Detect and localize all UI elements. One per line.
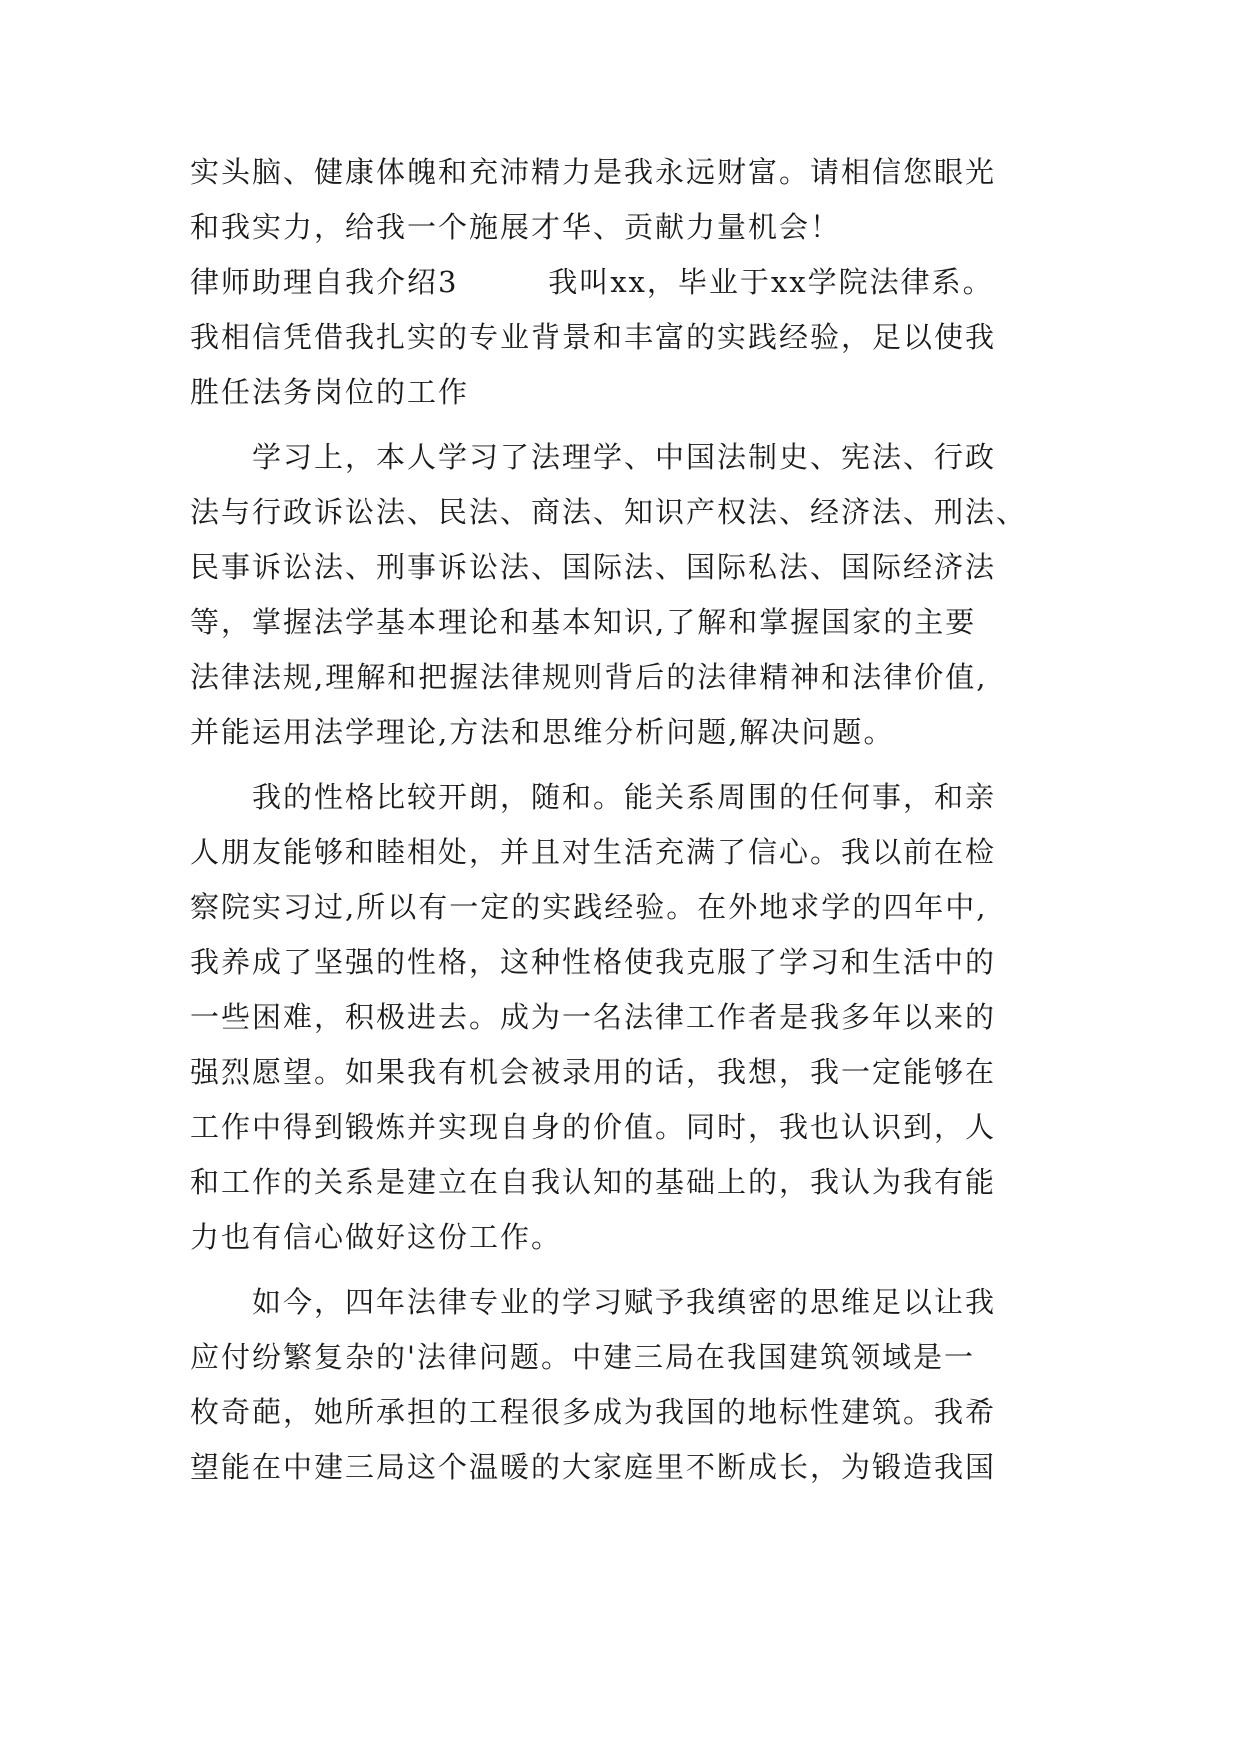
text-line: 和工作的关系是建立在自我认知的基础上的，我认为我有能 [190,1165,997,1199]
text-line: 我相信凭借我扎实的专业背景和丰富的实践经验，足以使我 [190,320,997,354]
text-line: 枚奇葩，她所承担的工程很多成为我国的地标性建筑。我希 [190,1395,997,1429]
text-line: 人朋友能够和睦相处，并且对生活充满了信心。我以前在检 [190,835,997,869]
text-line: 等，掌握法学基本理论和基本知识,了解和掌握国家的主要 [190,605,977,639]
text-line: 法律法规,理解和把握法律规则背后的法律精神和法律价值, [190,660,988,694]
paragraph-start-line: 我的性格比较开朗，随和。能关系周围的任何事，和亲 [252,780,997,814]
section-heading-line: 律师助理自我介绍3 我叫xx，毕业于xx学院法律系。 [190,265,994,299]
text-line: 一些困难，积极进去。成为一名法律工作者是我多年以来的 [190,1000,997,1034]
text-line: 望能在中建三局这个温暖的大家庭里不断成长，为锻造我国 [190,1450,997,1484]
paragraph-start-line: 学习上，本人学习了法理学、中国法制史、宪法、行政 [252,440,997,474]
text-line: 民事诉讼法、刑事诉讼法、国际法、国际私法、国际经济法 [190,550,997,584]
text-line: 工作中得到锻炼并实现自身的价值。同时，我也认识到，人 [190,1110,997,1144]
text-line: 和我实力，给我一个施展才华、贡献力量机会！ [190,210,842,244]
text-line: 并能运用法学理论,方法和思维分析问题,解决问题。 [190,715,895,749]
text-line: 实头脑、健康体魄和充沛精力是我永远财富。请相信您眼光 [190,155,997,189]
text-line: 力也有信心做好这份工作。 [190,1220,563,1254]
text-line: 胜任法务岗位的工作 [190,375,470,409]
text-line: 法与行政诉讼法、民法、商法、知识产权法、经济法、刑法、 [190,495,1028,529]
text-line: 应付纷繁复杂的'法律问题。中建三局在我国建筑领域是一 [190,1340,975,1374]
paragraph-start-line: 如今，四年法律专业的学习赋予我缜密的思维足以让我 [252,1285,997,1319]
text-line: 察院实习过,所以有一定的实践经验。在外地求学的四年中, [190,890,988,924]
text-line: 强烈愿望。如果我有机会被录用的话，我想，我一定能够在 [190,1055,997,1089]
text-line: 我养成了坚强的性格，这种性格使我克服了学习和生活中的 [190,945,997,979]
